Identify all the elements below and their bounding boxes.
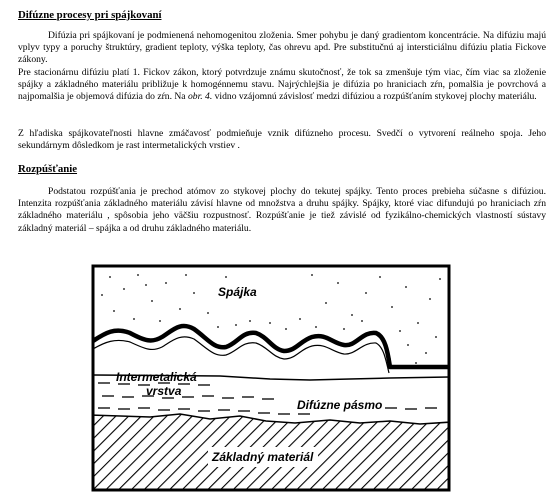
paragraph-wettability bbox=[18, 128, 546, 152]
paragraph-text: Z hľadiska spájkovateľnosti hlavne zmáčavosť podmieňuje vznik difúzneho procesu. Svedčí o vytvorení reálneho spoja. Jeho sekundárnym dôsledkom je rast intermetalických vrstiev . bbox=[18, 128, 546, 152]
paragraph-text: vidno vzájomnú závislosť medzi difúziou a rozpúšťaním stykovej plochy materiálu. bbox=[212, 91, 537, 103]
paragraph-dissolution bbox=[18, 186, 546, 235]
label-solder: Spájka bbox=[218, 285, 257, 299]
solder-interface bbox=[93, 326, 449, 367]
label-base-material: Základný materiál bbox=[212, 450, 314, 464]
label-intermetallic-line2: vrstva bbox=[146, 384, 182, 398]
section-title-diffusion: Difúzne procesy pri spájkovaní bbox=[18, 9, 162, 21]
paragraph-fick-law bbox=[18, 67, 546, 104]
paragraph-diffusion-intro bbox=[18, 30, 546, 67]
label-diffusion-zone: Difúzne pásmo bbox=[297, 398, 383, 412]
solder-dots bbox=[101, 274, 441, 364]
paragraph-text: Pre stacionárnu difúziu platí 1. Fickov zákon, ktorý potvrdzuje známu skutočnosť, že tok sa zmenšuje tým viac, čím viac sa zloženie spájky a základného materiálu približuje k homogénnemu stavu. Najrýchlejšia je difúzia po hraniciach zŕn, pomalšia je povrchová a najpomalšia je objemová difúzia do zŕn. Na bbox=[18, 67, 546, 103]
solder-joint-diagram bbox=[90, 263, 452, 493]
section-title-dissolution: Rozpúšťanie bbox=[18, 163, 78, 175]
paragraph-text: Podstatou rozpúšťania je prechod atómov zo stykovej plochy do tekutej spájky. Tento proces prebieha súčasne s difúziou. Intenzita rozpúšťania základného materiálu závisí hlavne od množstva a druhu spájky. Spájky, ktoré viac difundujú po hraniciach zŕn základného materiálu , spôsobia jeho väčšiu rozpustnosť. Rozpúšťanie je tiež závislé od fyzikálno-chemických vlastností sústavy základný materiál – spájka a od druhu základného materiálu. bbox=[18, 186, 546, 234]
figure-reference: obr. 4. bbox=[187, 91, 213, 103]
label-intermetallic-line1: Intermetalická bbox=[116, 370, 197, 384]
paragraph-text: Difúzia pri spájkovaní je podmienená nehomogenitou zloženia. Smer pohybu je daný gradientom koncentrácie. Na difúziu majú vplyv typy a poruchy štruktúry, gradient teploty, výška teploty, čas ohrevu apd. Pre substitučnú aj intersticiálnu difúziu platia Fickove zákony. bbox=[18, 30, 546, 66]
